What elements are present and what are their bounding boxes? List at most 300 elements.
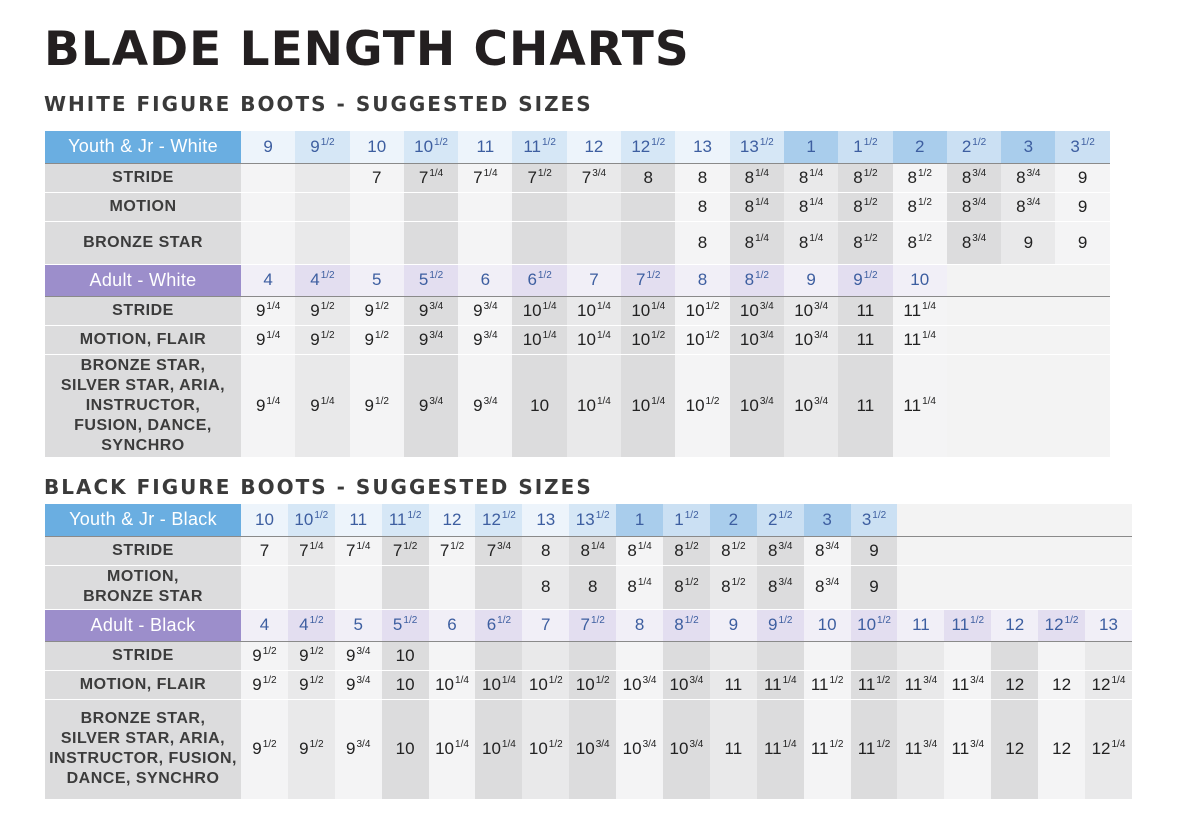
fraction: 1/4: [651, 300, 666, 312]
boot-size-cell: [1085, 504, 1132, 536]
blade-length-cell: $8^{1/4}$: [616, 565, 663, 609]
blade-length-cell: [1085, 641, 1132, 670]
fraction: 3/4: [778, 540, 793, 552]
blade-length-cell: $8^{1/2}$: [893, 192, 947, 221]
fraction: 3/4: [972, 232, 987, 244]
fraction: 3/4: [483, 300, 498, 312]
blade-length-cell: $11^{1/2}$: [851, 670, 898, 699]
blade-length-cell: $10^{1/2}$: [675, 325, 729, 354]
boot-size-cell: 7: [522, 609, 569, 641]
boot-size-cell: 11: [897, 609, 944, 641]
blade-length-cell: 8: [522, 536, 569, 565]
blade-length-cell: $7^{1/4}$: [335, 536, 382, 565]
fraction: 1/2: [684, 577, 699, 588]
boot-size-cell: 12: [567, 131, 621, 163]
blade-length-cell: [404, 192, 458, 221]
blade-length-cell: $10^{3/4}$: [663, 699, 710, 799]
model-label: MOTION, FLAIR: [45, 670, 241, 699]
blade-length-cell: $7^{1/2}$: [512, 163, 566, 192]
boot-size-cell: [1055, 264, 1109, 296]
fraction: 1/2: [1080, 136, 1095, 148]
model-label: STRIDE: [45, 536, 241, 565]
boot-size-cell: $7^{1/2}$: [569, 609, 616, 641]
blade-length-cell: $11^{1/4}$: [757, 699, 804, 799]
fraction: 1/2: [434, 136, 448, 148]
blade-length-cell: [567, 221, 621, 264]
blade-length-cell: $9^{1/2}$: [295, 296, 349, 325]
fraction: 1/4: [651, 395, 666, 407]
fraction: 1/4: [782, 674, 797, 686]
fraction: 1/4: [1111, 739, 1126, 750]
blade-length-cell: 12: [991, 699, 1038, 799]
fraction: 1/2: [876, 674, 891, 686]
fraction: 1/2: [403, 615, 418, 626]
blade-length-cell: $9^{1/2}$: [241, 699, 288, 799]
fraction: 1/4: [542, 329, 557, 341]
boot-size-cell: 8: [675, 264, 729, 296]
blade-length-cell: 9: [851, 565, 898, 609]
fraction: 1/2: [876, 739, 891, 750]
model-row: [45, 221, 1110, 264]
black-boots-chart: [45, 504, 1132, 800]
fraction: 1/2: [595, 674, 610, 686]
fraction: 3/4: [356, 674, 371, 686]
fraction: 3/4: [642, 674, 657, 686]
blade-length-cell: [616, 641, 663, 670]
boot-size-cell: [947, 264, 1001, 296]
boot-size-cell: 10: [893, 264, 947, 296]
blade-length-cell: [1055, 325, 1109, 354]
fraction: 3/4: [972, 167, 987, 179]
adult-size-header-row: [45, 264, 1110, 296]
boot-size-cell: 4: [241, 264, 295, 296]
blade-length-cell: [335, 565, 382, 609]
blade-length-cell: $9^{3/4}$: [335, 699, 382, 799]
blade-length-cell: [458, 192, 512, 221]
blade-length-cell: [944, 536, 991, 565]
blade-length-cell: $10^{3/4}$: [663, 670, 710, 699]
blade-length-cell: [897, 536, 944, 565]
model-row: [45, 325, 1110, 354]
fraction: 1/2: [548, 739, 563, 750]
fraction: 1/4: [455, 674, 469, 686]
fraction: 1/2: [314, 509, 329, 521]
blade-length-cell: 8: [522, 565, 569, 609]
blade-length-cell: $9^{1/2}$: [350, 354, 404, 457]
blade-length-cell: $9^{3/4}$: [335, 641, 382, 670]
model-label: BRONZE STAR, SILVER STAR, ARIA, INSTRUCTOR, FUSION, DANCE, SYNCHRO: [45, 354, 241, 457]
fraction: 1/2: [759, 136, 774, 148]
fraction: 1/2: [590, 615, 605, 626]
blade-length-cell: 12: [991, 670, 1038, 699]
fraction: 1/4: [637, 540, 652, 552]
fraction: 1/2: [309, 645, 324, 657]
blade-length-cell: 12: [1038, 670, 1085, 699]
blade-length-cell: $8^{3/4}$: [947, 163, 1001, 192]
model-label: MOTION: [45, 192, 241, 221]
boot-size-cell: 9: [784, 264, 838, 296]
fraction: 1/4: [266, 395, 281, 407]
boot-size-cell: $3^{1/2}$: [851, 504, 898, 536]
blade-length-cell: $10^{1/2}$: [522, 670, 569, 699]
fraction: 3/4: [1026, 196, 1041, 208]
fraction: 1/2: [651, 329, 666, 341]
boot-size-cell: $10^{1/2}$: [404, 131, 458, 163]
fraction: 3/4: [814, 300, 829, 312]
blade-length-cell: $9^{3/4}$: [404, 296, 458, 325]
blade-length-cell: 11: [838, 296, 892, 325]
blade-length-cell: $10^{3/4}$: [730, 296, 784, 325]
boot-size-cell: 2: [893, 131, 947, 163]
blade-length-cell: [512, 192, 566, 221]
fraction: 1/2: [375, 300, 389, 312]
blade-length-cell: $11^{1/2}$: [851, 699, 898, 799]
blade-length-cell: $8^{1/2}$: [838, 192, 892, 221]
fraction: 1/2: [863, 270, 878, 281]
blade-length-cell: $10^{1/4}$: [429, 699, 476, 799]
blade-length-cell: $10^{1/2}$: [522, 699, 569, 799]
blade-length-cell: $8^{3/4}$: [757, 565, 804, 609]
adult-group-header: Adult - White: [45, 264, 241, 296]
fraction: 1/2: [829, 739, 844, 750]
boot-size-cell: $6^{1/2}$: [475, 609, 522, 641]
blade-length-cell: $10^{1/2}$: [675, 354, 729, 457]
blade-length-cell: $9^{1/2}$: [288, 641, 335, 670]
blade-length-cell: [475, 641, 522, 670]
model-row: [45, 192, 1110, 221]
boot-size-cell: $10^{1/2}$: [288, 504, 335, 536]
blade-length-cell: [1055, 354, 1109, 457]
fraction: 1/2: [320, 270, 335, 281]
blade-length-cell: [295, 192, 349, 221]
boot-size-cell: 5: [335, 609, 382, 641]
boot-size-cell: $12^{1/2}$: [1038, 609, 1085, 641]
fraction: 3/4: [429, 329, 444, 341]
blade-length-cell: [1085, 565, 1132, 609]
fraction: 1/4: [429, 167, 444, 179]
blade-length-cell: $8^{1/4}$: [730, 221, 784, 264]
fraction: 1/4: [356, 540, 371, 552]
blade-length-cell: $11^{3/4}$: [944, 699, 991, 799]
fraction: 1/2: [972, 136, 987, 148]
blade-length-cell: [241, 163, 295, 192]
fraction: 1/2: [501, 509, 516, 521]
fraction: 1/2: [309, 739, 324, 750]
blade-length-cell: $10^{3/4}$: [569, 699, 616, 799]
fraction: 3/4: [1026, 167, 1041, 179]
fraction: 1/4: [755, 167, 769, 179]
blade-length-cell: $8^{1/2}$: [838, 221, 892, 264]
blade-length-cell: $9^{1/2}$: [241, 670, 288, 699]
blade-length-cell: 11: [838, 354, 892, 457]
model-label: STRIDE: [45, 163, 241, 192]
blade-length-cell: [382, 565, 429, 609]
fraction: 1/2: [450, 540, 465, 552]
fraction: 1/2: [320, 136, 335, 148]
blade-length-cell: $9^{1/4}$: [241, 354, 295, 457]
page-title: BLADE LENGTH CHARTS: [44, 22, 690, 77]
blade-length-cell: $10^{1/4}$: [475, 670, 522, 699]
boot-size-cell: 5: [350, 264, 404, 296]
blade-length-cell: $8^{3/4}$: [1001, 163, 1055, 192]
fraction: 1/2: [309, 615, 324, 626]
boot-size-cell: $5^{1/2}$: [382, 609, 429, 641]
blade-length-cell: $12^{1/4}$: [1085, 699, 1132, 799]
blade-length-cell: $10^{1/4}$: [567, 325, 621, 354]
boot-size-cell: 13: [1085, 609, 1132, 641]
boot-size-cell: [1001, 264, 1055, 296]
blade-length-cell: 9: [1001, 221, 1055, 264]
boot-size-cell: 7: [567, 264, 621, 296]
youth-group-header: Youth & Jr - Black: [45, 504, 241, 536]
model-row: [45, 163, 1110, 192]
fraction: 1/2: [917, 167, 932, 179]
blade-length-cell: $7^{3/4}$: [475, 536, 522, 565]
blade-length-cell: [947, 325, 1001, 354]
blade-length-cell: $11^{1/4}$: [757, 670, 804, 699]
fraction: 1/4: [809, 232, 824, 244]
blade-length-cell: $9^{3/4}$: [335, 670, 382, 699]
blade-length-cell: $10^{1/4}$: [429, 670, 476, 699]
model-row: [45, 670, 1132, 699]
blade-length-cell: [1001, 325, 1055, 354]
blade-length-cell: 7: [350, 163, 404, 192]
blade-length-cell: [569, 641, 616, 670]
model-label: BRONZE STAR, SILVER STAR, ARIA, INSTRUCTOR, FUSION, DANCE, SYNCHRO: [45, 699, 241, 799]
blade-length-cell: [1001, 354, 1055, 457]
fraction: 1/2: [320, 329, 335, 341]
boot-size-cell: 10: [241, 504, 288, 536]
blade-length-cell: $8^{3/4}$: [947, 221, 1001, 264]
boot-size-cell: [991, 504, 1038, 536]
fraction: 1/4: [320, 395, 335, 407]
boot-size-cell: 9: [710, 609, 757, 641]
blade-length-cell: [991, 536, 1038, 565]
boot-size-cell: $9^{1/2}$: [295, 131, 349, 163]
fraction: 3/4: [356, 645, 371, 657]
boot-size-cell: 3: [1001, 131, 1055, 163]
fraction: 3/4: [759, 395, 774, 407]
blade-length-cell: $9^{1/4}$: [295, 354, 349, 457]
model-label: STRIDE: [45, 641, 241, 670]
fraction: 3/4: [689, 674, 704, 686]
model-row: [45, 536, 1132, 565]
boot-size-cell: [1038, 504, 1085, 536]
fraction: 1/4: [809, 196, 824, 208]
black-boots-subtitle: BLACK FIGURE BOOTS - SUGGESTED SIZES: [44, 475, 593, 499]
fraction: 1/4: [782, 739, 797, 750]
blade-length-cell: $10^{3/4}$: [784, 296, 838, 325]
blade-length-cell: [947, 354, 1001, 457]
blade-length-cell: $8^{3/4}$: [947, 192, 1001, 221]
fraction: 3/4: [972, 196, 987, 208]
boot-size-cell: $2^{1/2}$: [757, 504, 804, 536]
blade-length-cell: [991, 641, 1038, 670]
fraction: 1/4: [266, 300, 281, 312]
fraction: 3/4: [642, 739, 657, 750]
fraction: 1/2: [863, 232, 878, 244]
blade-length-cell: $8^{1/4}$: [730, 192, 784, 221]
blade-length-cell: $10^{3/4}$: [730, 354, 784, 457]
model-row: [45, 296, 1110, 325]
fraction: 1/4: [596, 395, 611, 407]
fraction: 3/4: [759, 329, 774, 341]
fraction: 1/2: [863, 136, 878, 148]
blade-length-cell: [1055, 296, 1109, 325]
fraction: 3/4: [778, 577, 793, 588]
white-boots-chart: [45, 131, 1110, 458]
fraction: 3/4: [595, 739, 610, 750]
fraction: 1/4: [922, 300, 936, 312]
fraction: 1/4: [501, 674, 516, 686]
blade-length-cell: $10^{1/2}$: [569, 670, 616, 699]
blade-length-cell: 9: [1055, 192, 1109, 221]
fraction: 1/2: [375, 329, 389, 341]
fraction: 1/4: [755, 232, 769, 244]
blade-length-cell: [621, 221, 675, 264]
boot-size-cell: $11^{1/2}$: [944, 609, 991, 641]
blade-length-cell: $12^{1/4}$: [1085, 670, 1132, 699]
blade-length-cell: $8^{1/4}$: [730, 163, 784, 192]
blade-length-cell: $9^{3/4}$: [404, 325, 458, 354]
blade-length-cell: [1038, 565, 1085, 609]
boot-size-cell: 6: [429, 609, 476, 641]
fraction: 1/2: [863, 167, 878, 179]
fraction: 1/2: [537, 270, 552, 281]
blade-length-cell: $11^{1/2}$: [804, 670, 851, 699]
blade-length-cell: 10: [512, 354, 566, 457]
boot-size-cell: $9^{1/2}$: [757, 609, 804, 641]
blade-length-cell: [1085, 536, 1132, 565]
blade-length-cell: [757, 641, 804, 670]
blade-length-cell: $10^{1/2}$: [621, 325, 675, 354]
blade-length-cell: 7: [241, 536, 288, 565]
blade-length-cell: $7^{1/4}$: [404, 163, 458, 192]
fraction: 1/4: [755, 196, 769, 208]
fraction: 1/2: [320, 300, 335, 312]
fraction: 1/2: [917, 196, 932, 208]
blade-length-cell: [429, 641, 476, 670]
blade-length-cell: [567, 192, 621, 221]
fraction: 1/2: [705, 300, 720, 312]
blade-length-cell: 8: [675, 163, 729, 192]
fraction: 1/2: [778, 509, 793, 521]
blade-length-cell: [897, 565, 944, 609]
model-label: MOTION, FLAIR: [45, 325, 241, 354]
model-row: [45, 641, 1132, 670]
boot-size-cell: 1: [784, 131, 838, 163]
fraction: 1/2: [863, 196, 878, 208]
blade-length-cell: $7^{1/4}$: [288, 536, 335, 565]
blade-length-cell: $10^{1/4}$: [621, 296, 675, 325]
boot-size-cell: 9: [241, 131, 295, 163]
fraction: 3/4: [483, 329, 498, 341]
blade-length-cell: $11^{1/4}$: [893, 354, 947, 457]
boot-size-cell: 6: [458, 264, 512, 296]
blade-length-cell: [404, 221, 458, 264]
blade-length-cell: $11^{1/4}$: [893, 325, 947, 354]
blade-length-cell: [947, 296, 1001, 325]
blade-length-cell: $8^{1/2}$: [710, 565, 757, 609]
blade-length-cell: $8^{1/4}$: [784, 163, 838, 192]
fraction: 3/4: [923, 739, 938, 750]
fraction: 1/4: [922, 395, 936, 407]
blade-length-cell: 9: [851, 536, 898, 565]
blade-length-cell: $10^{3/4}$: [730, 325, 784, 354]
fraction: 1/2: [778, 615, 793, 626]
fraction: 1/2: [970, 615, 985, 626]
fraction: 1/2: [403, 540, 418, 552]
boot-size-cell: 10: [804, 609, 851, 641]
blade-length-cell: $8^{1/2}$: [893, 221, 947, 264]
boot-size-cell: 13: [675, 131, 729, 163]
fraction: 3/4: [497, 540, 512, 552]
fraction: 1/2: [705, 329, 720, 341]
blade-length-cell: $11^{1/2}$: [804, 699, 851, 799]
blade-length-cell: $8^{3/4}$: [804, 536, 851, 565]
fraction: 1/4: [596, 300, 611, 312]
fraction: 3/4: [825, 577, 840, 588]
blade-length-cell: [288, 565, 335, 609]
blade-length-cell: $10^{1/4}$: [512, 325, 566, 354]
blade-length-cell: [295, 163, 349, 192]
boot-size-cell: $12^{1/2}$: [621, 131, 675, 163]
boot-size-cell: $9^{1/2}$: [838, 264, 892, 296]
blade-length-cell: 9: [1055, 163, 1109, 192]
blade-length-cell: $8^{3/4}$: [757, 536, 804, 565]
blade-length-cell: $9^{1/4}$: [241, 325, 295, 354]
blade-length-cell: $8^{1/4}$: [784, 221, 838, 264]
fraction: 1/2: [651, 136, 666, 148]
blade-length-cell: $8^{1/4}$: [569, 536, 616, 565]
blade-length-cell: $9^{1/2}$: [295, 325, 349, 354]
fraction: 1/2: [731, 540, 746, 552]
fraction: 1/2: [262, 645, 277, 657]
blade-length-cell: $11^{3/4}$: [897, 699, 944, 799]
fraction: 3/4: [429, 395, 444, 407]
fraction: 1/2: [309, 674, 324, 686]
fraction: 3/4: [814, 395, 829, 407]
fraction: 3/4: [483, 395, 498, 407]
boot-size-cell: 3: [804, 504, 851, 536]
boot-size-cell: [944, 504, 991, 536]
boot-size-cell: $5^{1/2}$: [404, 264, 458, 296]
boot-size-cell: $12^{1/2}$: [475, 504, 522, 536]
blade-length-cell: $9^{1/2}$: [288, 699, 335, 799]
blade-length-cell: [897, 641, 944, 670]
blade-length-cell: $9^{1/2}$: [350, 325, 404, 354]
blade-length-cell: 11: [710, 699, 757, 799]
fraction: 3/4: [592, 167, 607, 179]
blade-length-cell: $7^{3/4}$: [567, 163, 621, 192]
white-boots-subtitle: WHITE FIGURE BOOTS - SUGGESTED SIZES: [44, 92, 593, 116]
boot-size-cell: $3^{1/2}$: [1055, 131, 1109, 163]
fraction: 3/4: [689, 739, 704, 750]
fraction: 1/4: [590, 540, 605, 552]
blade-length-cell: [710, 641, 757, 670]
model-row: [45, 699, 1132, 799]
fraction: 1/2: [684, 540, 699, 552]
fraction: 1/2: [755, 270, 769, 281]
blade-length-cell: [663, 641, 710, 670]
blade-length-cell: 8: [621, 163, 675, 192]
fraction: 1/4: [922, 329, 936, 341]
fraction: 1/2: [872, 509, 887, 521]
fraction: 1/4: [596, 329, 611, 341]
blade-length-cell: $9^{3/4}$: [404, 354, 458, 457]
blade-length-cell: $8^{1/4}$: [784, 192, 838, 221]
boot-size-cell: $10^{1/2}$: [851, 609, 898, 641]
